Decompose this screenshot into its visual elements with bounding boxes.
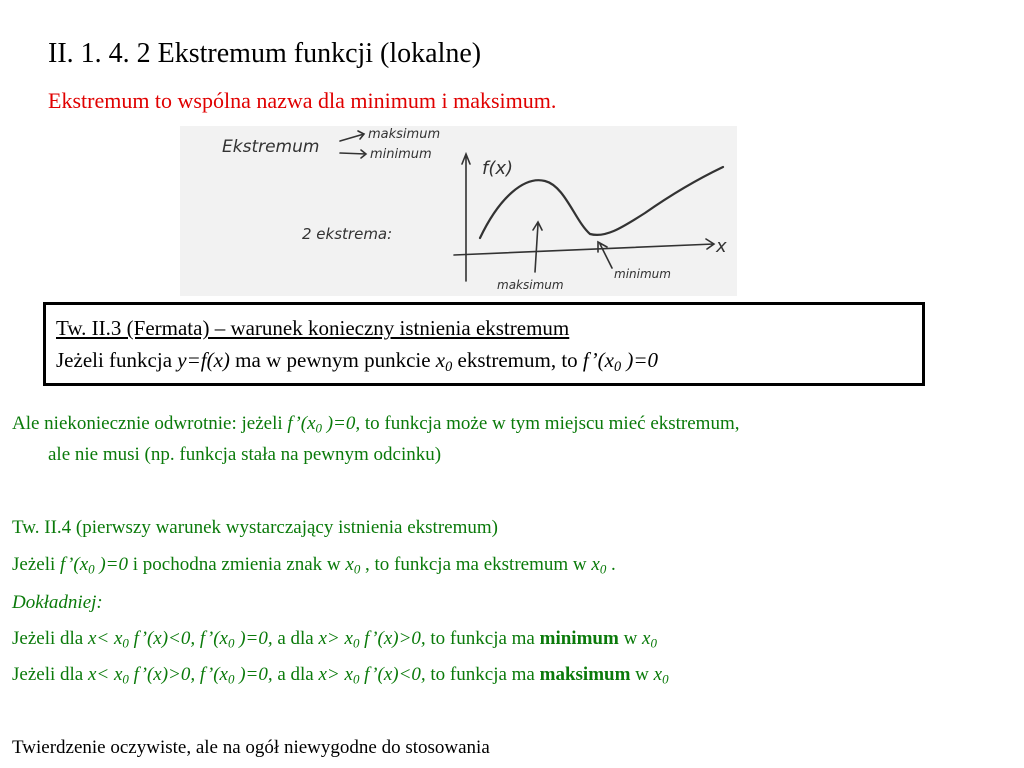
sketch-max-point-label: maksimum (497, 278, 564, 292)
sketch-x-label: x (716, 236, 727, 257)
converse-note-line2: ale nie musi (np. funkcja stała na pewnym odcinku) (48, 444, 442, 465)
minimum-condition: Jeżeli dla $x< x_0$ f’(x)<0, $f’(x_0$ )=0, a dla $x> x_0$ f’(x)>0, to funkcja ma minimum w $x_0$ (12, 628, 657, 651)
sketch-x-axis (454, 239, 714, 255)
sketch-max-arrow (533, 222, 542, 272)
sketch-curve (480, 167, 723, 238)
theorem-fermat-statement: Jeżeli funkcja y=f(x) ma w pewnym punkcie $x_0$ ekstremum, to $f’(x_0$ )=0 (56, 348, 659, 375)
sketch-minimum-label: minimum (370, 147, 432, 162)
sketch-maksimum-label: maksimum (368, 127, 441, 142)
sketch-min-arrow (598, 242, 612, 268)
sketch-min-point-label: minimum (614, 267, 671, 281)
theorem4-heading: Tw. II.4 (pierwszy warunek wystarczający istnienia ekstremum) (12, 517, 498, 538)
sketch-count-label: 2 ekstrema: (302, 225, 393, 243)
sketch-fx-label: f(x) (482, 158, 514, 179)
more-precisely-label: Dokładniej: (12, 592, 103, 613)
theorem4-statement: Jeżeli $f’(x_0$ )=0 i pochodna zmienia znak w $x_0$ , to funkcja ma ekstremum w $x_0$ . (12, 554, 616, 577)
sketch-y-axis (462, 154, 470, 281)
slide-title: II. 1. 4. 2 Ekstremum funkcji (lokalne) (48, 38, 482, 69)
extremum-sketch (180, 126, 737, 296)
theorem-fermat-box (43, 302, 925, 386)
slide-subtitle: Ekstremum to wspólna nazwa dla minimum i maksimum. (48, 88, 557, 113)
sketch-arrow-2 (340, 150, 366, 158)
sketch-word: Ekstremum (222, 137, 320, 157)
converse-note-line1: Ale niekoniecznie odwrotnie: jeżeli $f’(x_0$ )=0, to funkcja może w tym miejscu mieć ekstremum, (12, 413, 740, 436)
maximum-condition: Jeżeli dla $x< x_0$ f’(x)>0, $f’(x_0$ )=0, a dla $x> x_0$ f’(x)<0, to funkcja ma maksimum w $x_0$ (12, 664, 669, 687)
closing-remark: Twierdzenie oczywiste, ale na ogół niewygodne do stosowania (12, 737, 490, 758)
theorem-fermat-heading: Tw. II.3 (Fermata) – warunek konieczny istnienia ekstremum (56, 316, 570, 340)
sketch-arrow-1 (340, 131, 364, 141)
